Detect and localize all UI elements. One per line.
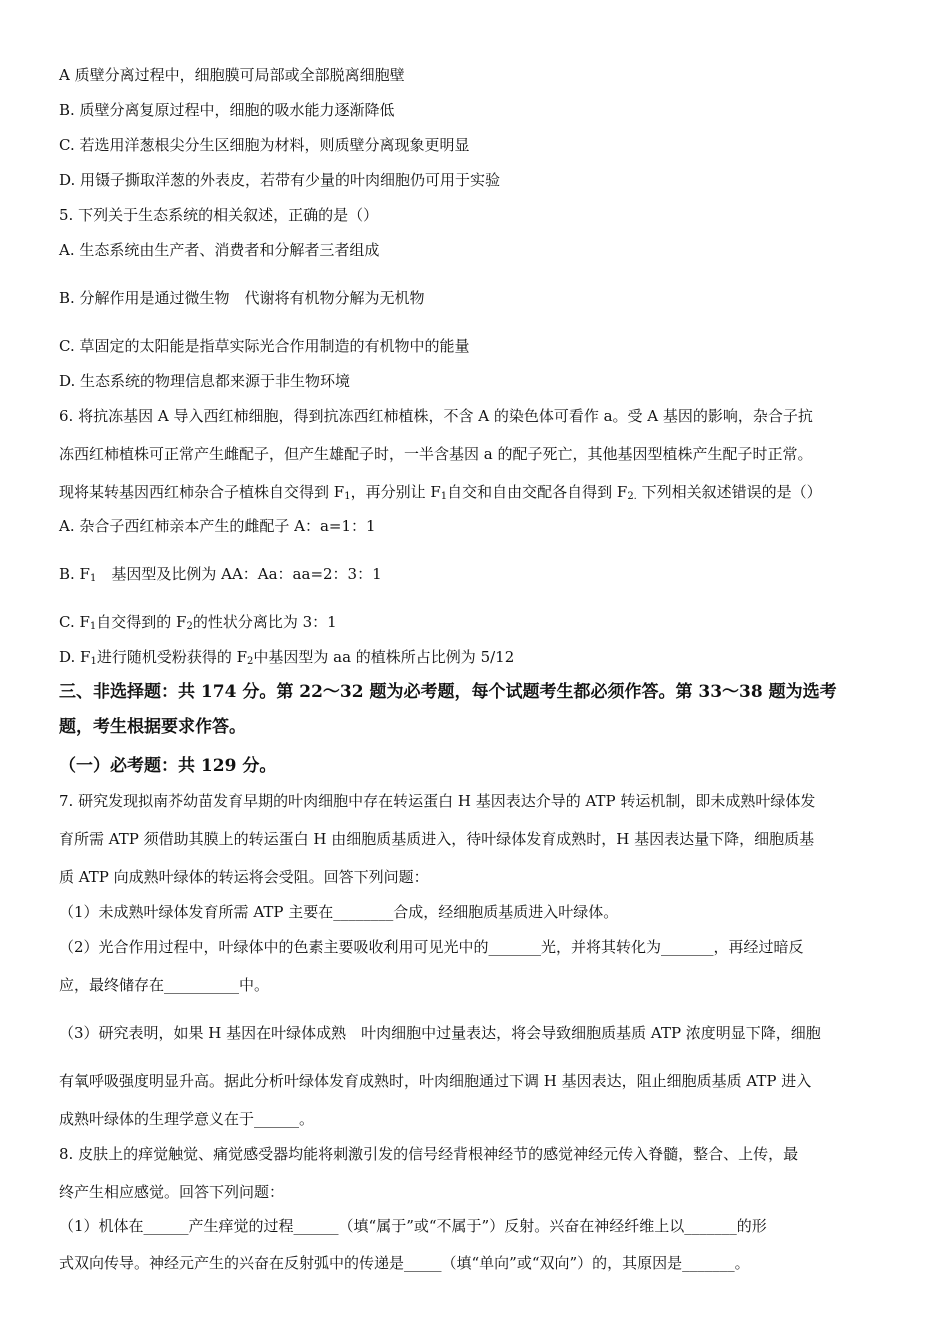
q6-option-d: D. $F_1$进行随机受粉获得的 $F_2$中基因型为 aa 的植株所占比例为 5/12 xyxy=(59,648,515,667)
q5-option-d: D. 生态系统的物理信息都来源于非生物环境 xyxy=(59,372,351,390)
question-6-stem-line3: 现将某转基因西红柿杂合子植株自交得到 $F_1$，再分别让 $F_1$自交和自由交配各自得到 $F_{2.}$ 下列相关叙述错误的是（） xyxy=(59,483,822,502)
q8-part-1-line2: 式双向传导。神经元产生的兴奋在反射弧中的传递是_____（填“单向”或“双向”）的，其原因是_______。 xyxy=(59,1254,750,1272)
section-3-heading-line2: 题，考生根据要求作答。 xyxy=(59,717,246,737)
question-8-stem-line1: 8. 皮肤上的痒觉触觉、痛觉感受器均能将刺激引发的信号经背根神经节的感觉神经元传入脊髓，整合、上传，最 xyxy=(59,1145,799,1163)
required-questions-heading: （一）必考题：共 129 分。 xyxy=(59,756,277,776)
q7-part-3-line3: 成熟叶绿体的生理学意义在于______。 xyxy=(59,1110,315,1128)
section-3-heading-line1: 三、非选择题：共 174 分。第 22～32 题为必考题，每个试题考生都必须作答。第 33～38 题为选考 xyxy=(59,682,837,702)
q6-option-c: C. $F_1$自交得到的 $F_2$的性状分离比为 3：1 xyxy=(59,613,337,632)
option-c-root-tip: C. 若选用洋葱根尖分生区细胞为材料，则质壁分离现象更明显 xyxy=(59,136,470,154)
q5-option-c: C. 草固定的太阳能是指草实际光合作用制造的有机物中的能量 xyxy=(59,337,470,355)
question-7-stem-line2: 育所需 ATP 须借助其膜上的转运蛋白 H 由细胞质基质进入，待叶绿体发育成熟时，H 基因表达量下降，细胞质基 xyxy=(59,830,815,848)
q5-option-b: B. 分解作用是通过微生物 代谢将有机物分解为无机物 xyxy=(59,289,425,307)
question-8-stem-line2: 终产生相应感觉。回答下列问题： xyxy=(59,1183,285,1201)
q7-part-3-line2: 有氧呼吸强度明显升高。据此分析叶绿体发育成熟时，叶肉细胞通过下调 H 基因表达，阻止细胞质基质 ATP 进入 xyxy=(59,1072,812,1090)
question-7-stem-line1: 7. 研究发现拟南芥幼苗发育早期的叶肉细胞中存在转运蛋白 H 基因表达介导的 ATP 转运机制，即未成熟叶绿体发 xyxy=(59,792,816,810)
option-b-plasmolysis-recovery: B. 质壁分离复原过程中，细胞的吸水能力逐渐降低 xyxy=(59,101,395,119)
option-d-onion-epidermis: D. 用镊子撕取洋葱的外表皮，若带有少量的叶肉细胞仍可用于实验 xyxy=(59,171,501,189)
q7-part-3-line1: （3）研究表明，如果 H 基因在叶绿体成熟 叶肉细胞中过量表达，将会导致细胞质基质 ATP 浓度明显下降，细胞 xyxy=(59,1024,821,1042)
q7-part-2-line2: 应，最终储存在__________中。 xyxy=(59,976,270,994)
q8-part-1-line1: （1）机体在______产生痒觉的过程______（填“属于”或“不属于”）反射。兴奋在神经纤维上以_______的形 xyxy=(59,1217,767,1235)
question-5-stem: 5. 下列关于生态系统的相关叙述，正确的是（） xyxy=(59,206,379,224)
question-6-stem-line2: 冻西红柿植株可正常产生雌配子，但产生雄配子时，一半含基因 a 的配子死亡，其他基因型植株产生配子时正常。 xyxy=(59,445,813,463)
q7-part-1: （1）未成熟叶绿体发育所需 ATP 主要在________合成，经细胞质基质进入叶绿体。 xyxy=(59,903,619,921)
option-a-plasmolysis: A 质壁分离过程中，细胞膜可局部或全部脱离细胞壁 xyxy=(59,66,405,84)
q5-option-a: A. 生态系统由生产者、消费者和分解者三者组成 xyxy=(59,241,380,259)
question-7-stem-line3: 质 ATP 向成熟叶绿体的转运将会受阻。回答下列问题： xyxy=(59,868,429,886)
q6-option-b: B. $F_1$ 基因型及比例为 AA：Aa：aa=2：3：1 xyxy=(59,565,382,584)
q7-part-2-line1: （2）光合作用过程中，叶绿体中的色素主要吸收利用可见光中的_______光，并将其转化为_______，再经过暗反 xyxy=(59,938,804,956)
question-6-stem-line1: 6. 将抗冻基因 A 导入西红柿细胞，得到抗冻西红柿植株，不含 A 的染色体可看作 a。受 A 基因的影响，杂合子抗 xyxy=(59,407,813,425)
q6-option-a: A. 杂合子西红柿亲本产生的雌配子 A：a=1：1 xyxy=(59,517,376,535)
